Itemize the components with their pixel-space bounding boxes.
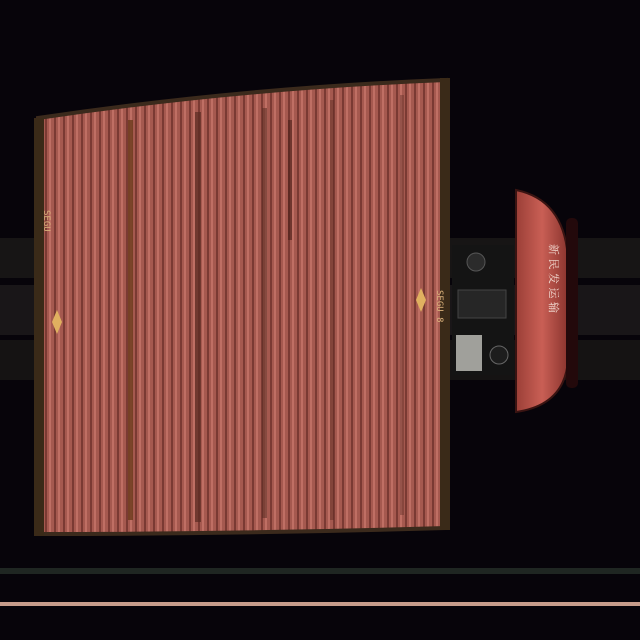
truck-cab: [516, 190, 578, 412]
shipping-container: [34, 78, 450, 536]
lane-line: [0, 568, 640, 574]
rust-streak: [128, 120, 133, 520]
air-tank: [467, 253, 485, 271]
rust-streak: [330, 100, 334, 520]
rust-streak: [195, 112, 201, 522]
container-roof: [38, 80, 446, 534]
wheel-hub: [490, 346, 508, 364]
container-marking-right: SEGU 8: [434, 290, 444, 323]
fuel-tank: [456, 335, 482, 371]
engine-block: [458, 290, 506, 318]
rust-streak: [288, 120, 292, 240]
truck-chassis: [452, 245, 514, 375]
rust-streak: [262, 108, 267, 518]
container-front-rail: [34, 118, 44, 536]
container-marking-left: SEGU: [41, 210, 51, 232]
rust-streak: [400, 95, 404, 515]
cab-windshield: [566, 218, 578, 388]
rail-light-line: [0, 602, 640, 606]
cab-roof-text: 新 民 发 运 输: [547, 244, 560, 313]
